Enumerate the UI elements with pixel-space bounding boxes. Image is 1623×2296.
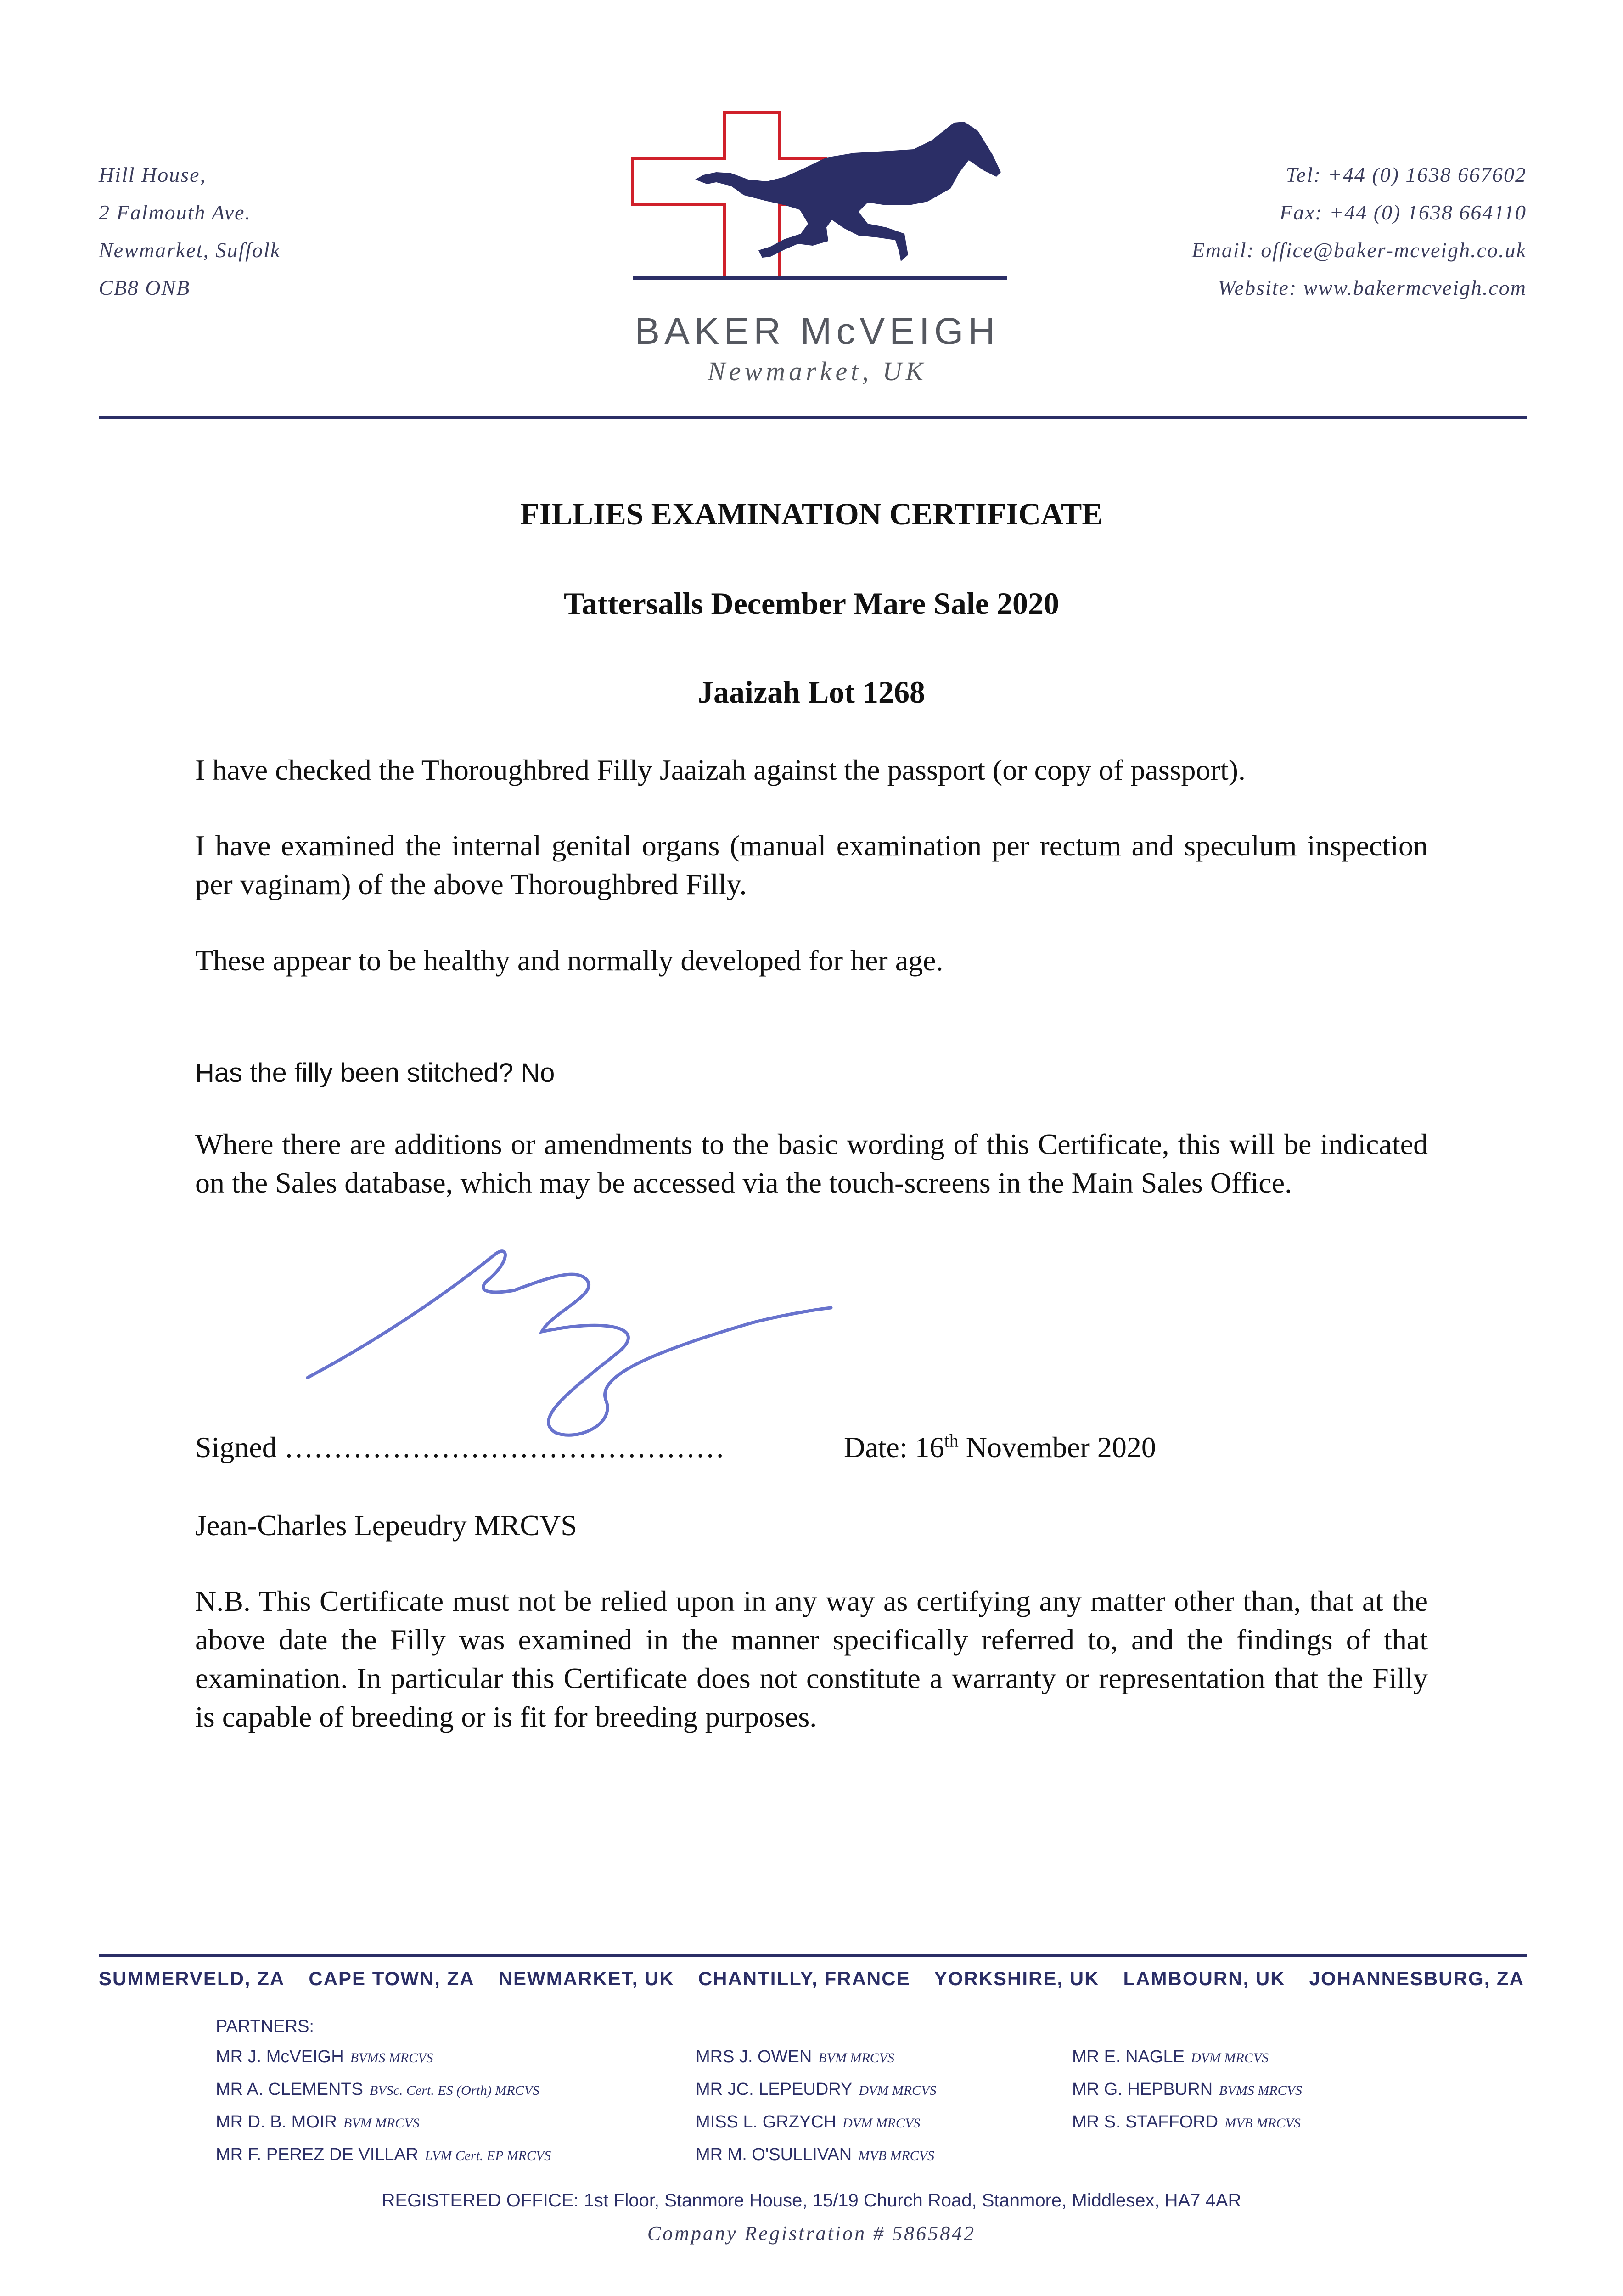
certificate-date bbox=[844, 1428, 1156, 1467]
partner-qualification: BVMS MRCVS bbox=[1219, 2083, 1302, 2098]
partners-column-3 bbox=[1072, 2041, 1302, 2139]
amendments-paragraph: Where there are additions or amendments to the basic wording of this Certificate, this will be indicated on the Sales database, which may be accessed via the touch-screens in the Main Sales Office. bbox=[195, 1128, 1428, 1199]
address-line: Hill House, bbox=[99, 163, 207, 186]
findings-paragraph: These appear to be healthy and normally developed for her age. bbox=[195, 944, 943, 977]
partners-column-2 bbox=[696, 2041, 937, 2172]
date-label: Date: 16 bbox=[844, 1431, 944, 1463]
city-cape-town: CAPE TOWN, ZA bbox=[309, 1968, 475, 1989]
telephone: Tel: +44 (0) 1638 667602 bbox=[1286, 163, 1527, 186]
website: Website: www.bakermcveigh.com bbox=[1218, 276, 1527, 299]
partner-name: MR A. CLEMENTS bbox=[216, 2080, 363, 2099]
partner-qualification: BVMS MRCVS bbox=[350, 2050, 433, 2065]
registered-office: REGISTERED OFFICE: 1st Floor, Stanmore House, 15/19 Church Road, Stanmore, Middlesex, HA7 4AR bbox=[382, 2190, 1241, 2211]
partner-qualification: BVSc. Cert. ES (Orth) MRCVS bbox=[369, 2083, 539, 2098]
partner-name: MR E. NAGLE bbox=[1072, 2047, 1185, 2066]
baker-mcveigh-logo bbox=[611, 103, 1024, 397]
date-month-year: November 2020 bbox=[958, 1431, 1156, 1463]
address-line: CB8 ONB bbox=[99, 276, 191, 299]
passport-check-paragraph: I have checked the Thoroughbred Filly Jaaizah against the passport (or copy of passport). bbox=[195, 754, 1246, 786]
partner-name: MISS L. GRZYCH bbox=[696, 2112, 837, 2132]
partner-qualification: DVM MRCVS bbox=[859, 2083, 937, 2098]
partner-entry bbox=[216, 2106, 551, 2139]
signatory-name: Jean-Charles Lepeudry MRCVS bbox=[195, 1509, 577, 1542]
partner-name: MR S. STAFFORD bbox=[1072, 2112, 1219, 2132]
examination-paragraph: I have examined the internal genital organs (manual examination per rectum and speculum inspection per vaginam) of the above Thoroughbred Filly. bbox=[195, 829, 1428, 900]
signature-line bbox=[195, 1428, 725, 1467]
partner-qualification: BVM MRCVS bbox=[343, 2116, 420, 2131]
company-registration: Company Registration # 5865842 bbox=[647, 2222, 976, 2245]
partner-name: MR J. McVEIGH bbox=[216, 2047, 344, 2066]
partner-entry bbox=[216, 2041, 551, 2074]
partner-entry bbox=[1072, 2074, 1302, 2106]
partner-entry bbox=[1072, 2041, 1302, 2074]
city-yorkshire: YORKSHIRE, UK bbox=[934, 1968, 1100, 1989]
email: Email: office@baker-mcveigh.co.uk bbox=[1191, 238, 1527, 262]
date-ordinal: th bbox=[944, 1430, 959, 1451]
partner-qualification: MVB MRCVS bbox=[858, 2148, 934, 2163]
partner-name: MR JC. LEPEUDRY bbox=[696, 2080, 853, 2099]
office-locations bbox=[99, 1968, 1524, 1990]
brand-location: Newmarket, UK bbox=[708, 356, 927, 386]
company-address bbox=[99, 156, 281, 307]
partner-entry bbox=[696, 2139, 937, 2172]
city-summerveld: SUMMERVELD, ZA bbox=[99, 1968, 285, 1989]
partner-entry bbox=[696, 2041, 937, 2074]
partner-entry bbox=[696, 2106, 937, 2139]
partner-qualification: DVM MRCVS bbox=[1191, 2050, 1269, 2065]
partners-label: PARTNERS: bbox=[216, 2017, 314, 2036]
fax: Fax: +44 (0) 1638 664110 bbox=[1279, 201, 1527, 224]
partner-entry bbox=[696, 2074, 937, 2106]
sale-title: Tattersalls December Mare Sale 2020 bbox=[564, 586, 1059, 621]
city-johannesburg: JOHANNESBURG, ZA bbox=[1309, 1968, 1524, 1989]
signed-label: Signed ……………………………………… bbox=[195, 1431, 725, 1463]
galloping-horse-icon bbox=[695, 122, 1001, 261]
partner-name: MR F. PEREZ DE VILLAR bbox=[216, 2145, 419, 2164]
partner-qualification: DVM MRCVS bbox=[842, 2116, 921, 2131]
partner-name: MRS J. OWEN bbox=[696, 2047, 812, 2066]
city-lambourn: LAMBOURN, UK bbox=[1123, 1968, 1286, 1989]
partners-column-1 bbox=[216, 2041, 551, 2172]
address-line: Newmarket, Suffolk bbox=[99, 238, 281, 262]
partner-name: MR D. B. MOIR bbox=[216, 2112, 337, 2132]
partner-qualification: LVM Cert. EP MRCVS bbox=[425, 2148, 551, 2163]
partner-entry bbox=[216, 2139, 551, 2172]
lot-title: Jaaizah Lot 1268 bbox=[698, 675, 925, 709]
partner-qualification: MVB MRCVS bbox=[1224, 2116, 1301, 2131]
city-newmarket: NEWMARKET, UK bbox=[498, 1968, 674, 1989]
certificate-title: FILLIES EXAMINATION CERTIFICATE bbox=[520, 496, 1103, 531]
logo-baseline bbox=[633, 276, 1007, 280]
city-chantilly: CHANTILLY, FRANCE bbox=[698, 1968, 910, 1989]
partner-entry bbox=[1072, 2106, 1302, 2139]
stitched-question: Has the filly been stitched? No bbox=[195, 1058, 555, 1088]
partner-name: MR M. O'SULLIVAN bbox=[696, 2145, 852, 2164]
footer-divider bbox=[99, 1954, 1527, 1957]
partner-name: MR G. HEPBURN bbox=[1072, 2080, 1213, 2099]
brand-name: BAKER McVEIGH bbox=[635, 310, 1000, 352]
partner-qualification: BVM MRCVS bbox=[818, 2050, 895, 2065]
company-contact bbox=[1192, 156, 1527, 307]
header-divider bbox=[99, 416, 1527, 419]
partner-entry bbox=[216, 2074, 551, 2106]
nb-disclaimer: N.B. This Certificate must not be relied upon in any way as certifying any matter other than, that at the above date the Filly was examined in the manner specifically referred to, and the findings of that examination. In particular this Certificate does not constitute a warranty or representation that the Filly is capable of breeding or is fit for breeding purposes. bbox=[195, 1585, 1428, 1733]
address-line: 2 Falmouth Ave. bbox=[99, 201, 251, 224]
handwritten-signature bbox=[294, 1240, 836, 1442]
